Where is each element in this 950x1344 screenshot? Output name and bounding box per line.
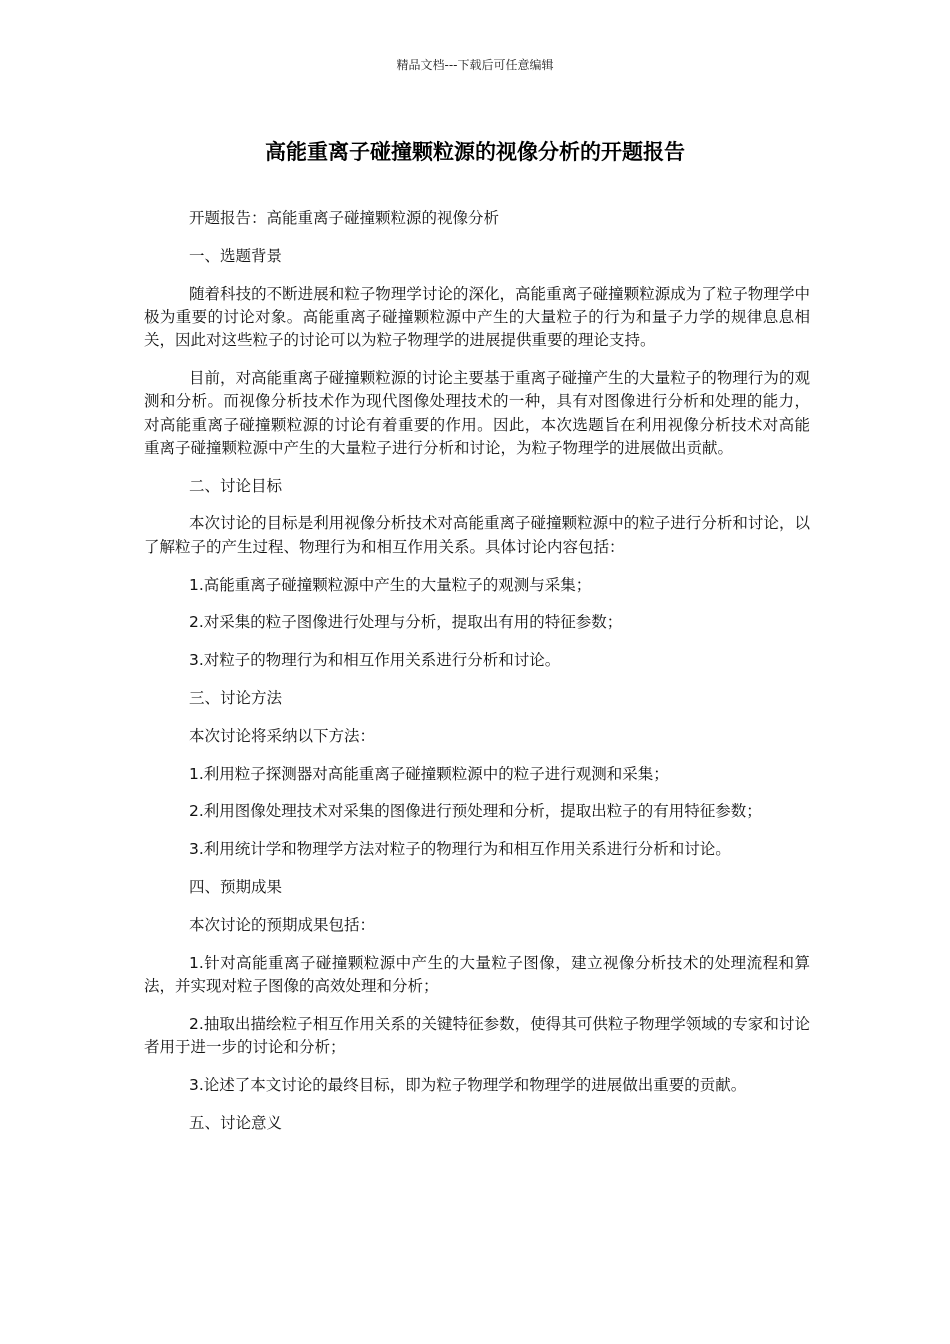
section-heading-outcomes: 四、预期成果 — [189, 877, 283, 896]
section-heading-background: 一、选题背景 — [189, 246, 283, 265]
goals-item-3: 3.对粒子的物理行为和相互作用关系进行分析和讨论。 — [189, 651, 561, 670]
outcomes-item-2: 2.抽取出描绘粒子相互作用关系的关键特征参数，使得其可供粒子物理学领域的专家和讨论者用于进一步的讨论和分析； — [144, 1014, 810, 1056]
outcomes-paragraph: 本次讨论的预期成果包括： — [189, 915, 376, 934]
methods-item-2: 2.利用图像处理技术对采集的图像进行预处理和分析，提取出粒子的有用特征参数； — [189, 802, 762, 821]
outcomes-item-1: 1.针对高能重离子碰撞颗粒源中产生的大量粒子图像，建立视像分析技术的处理流程和算法，并实现对粒子图像的高效处理和分析； — [144, 953, 810, 995]
goals-paragraph: 本次讨论的目标是利用视像分析技术对高能重离子碰撞颗粒源中的粒子进行分析和讨论，以了解粒子的产生过程、物理行为和相互作用关系。具体讨论内容包括： — [144, 514, 810, 556]
methods-paragraph: 本次讨论将采纳以下方法： — [189, 726, 376, 745]
goals-item-1: 1.高能重离子碰撞颗粒源中产生的大量粒子的观测与采集； — [189, 575, 592, 594]
section-heading-significance: 五、讨论意义 — [189, 1113, 283, 1132]
section-heading-goals: 二、讨论目标 — [189, 476, 283, 495]
background-paragraph-1: 随着科技的不断进展和粒子物理学讨论的深化，高能重离子碰撞颗粒源成为了粒子物理学中极为重要的讨论对象。高能重离子碰撞颗粒源中产生的大量粒子的行为和量子力学的规律息息相关，因此对这些粒子的讨论可以为粒子物理学的进展提供重要的理论支持。 — [144, 284, 810, 350]
report-subject-line: 开题报告：高能重离子碰撞颗粒源的视像分析 — [189, 209, 500, 227]
section-heading-methods: 三、讨论方法 — [189, 688, 283, 707]
goals-item-2: 2.对采集的粒子图像进行处理与分析，提取出有用的特征参数； — [189, 613, 623, 632]
methods-item-1: 1.利用粒子探测器对高能重离子碰撞颗粒源中的粒子进行观测和采集； — [189, 764, 669, 783]
outcomes-item-3: 3.论述了本文讨论的最终目标，即为粒子物理学和物理学的进展做出重要的贡献。 — [189, 1075, 747, 1094]
document-title: 高能重离子碰撞颗粒源的视像分析的开题报告 — [265, 140, 685, 164]
page-header: 精品文档---下载后可任意编辑 — [396, 58, 554, 72]
document-body — [144, 207, 810, 1149]
background-paragraph-2: 目前，对高能重离子碰撞颗粒源的讨论主要基于重离子碰撞产生的大量粒子的物理行为的观测和分析。而视像分析技术作为现代图像处理技术的一种，具有对图像进行分析和处理的能力，对高能重离子碰撞颗粒源的讨论有着重要的作用。因此，本次选题旨在利用视像分析技术对高能重离子碰撞颗粒源中产生的大量粒子进行分析和讨论，为粒子物理学的进展做出贡献。 — [144, 368, 810, 457]
methods-item-3: 3.利用统计学和物理学方法对粒子的物理行为和相互作用关系进行分析和讨论。 — [189, 840, 731, 859]
